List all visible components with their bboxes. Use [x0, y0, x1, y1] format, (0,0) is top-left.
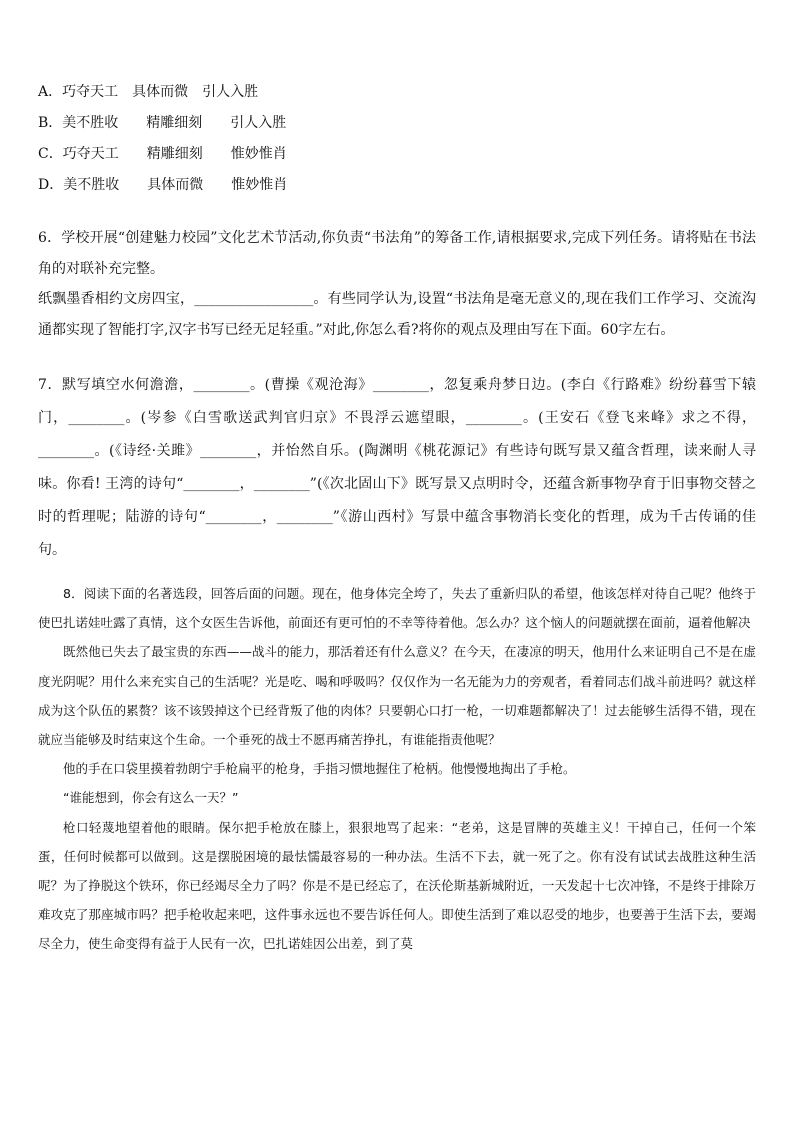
option-b: B．美不胜收 精雕细刻 引人入胜 [38, 115, 287, 131]
option-d: D．美不胜收 具体而微 惟妙惟肖 [38, 177, 288, 193]
passage-paragraph: 他的手在口袋里摸着勃朗宁手枪扁平的枪身，手指习惯地握住了枪柄。他慢慢地掏出了手枪。 [63, 761, 576, 777]
question-7: 7．默写填空水何澹澹，________。(曹操《观沧海》________，忽复乘舟梦日边。(李白《行路难》纷纷暮雪下辕门，________。(岑参《白雪歌送武判官归京》不畏浮云遮望眼，________。(王安石《登飞来峰》求之不得，________。(《诗经·关雎》________，并怡然自乐。(陶渊明《桃花源记》有些诗句既写景又蕴含哲理，读来耐人寻味。你看! 王湾的诗句“________，________”(《次北固山下》既写景又点明时令，还蕴含新事物孕育于旧事物交替之时的哲理呢；陆游的诗句“________，________”《游山西村》写景中蕴含事物消长变化的哲理，成为千古传诵的佳句。 [38, 377, 756, 558]
passage-paragraph: 枪口轻蔑地望着他的眼睛。保尔把手枪放在膝上，狠狠地骂了起来：“老弟，这是冒牌的英雄主义！干掉自己，任何一个笨蛋，任何时候都可以做到。这是摆脱困境的最怯懦最容易的一种办法。生活不下去，就一死了之。你有没有试试去战胜这种生活呢？为了挣脱这个铁环，你已经竭尽全力了吗？你是不是已经忘了，在沃伦斯基新城附近，一天发起十七次冲锋，不是终于排除万难攻克了那座城市吗？把手枪收起来吧，这件事永远也不要告诉任何人。即使生活到了难以忍受的地步，也要善于生活下去，要竭尽全力，使生命变得有益于人民有一次，巴扎诺娃因公出差，到了莫 [38, 819, 756, 952]
question-6-prompt: 6．学校开展“创建魅力校园”文化艺术节活动,你负责“书法角”的筹备工作,请根据要求,完成下列任务。请将贴在书法角的对联补充完整。 [38, 230, 756, 277]
question-6-task: 纸飘墨香相约文房四宝，_________________。有些同学认为,设置“书法角是毫无意义的,现在我们工作学习、交流沟通都实现了智能打字,汉字书写已经无足轻重。”对此,你怎么看?将你的观点及理由写在下面。60字左右。 [38, 291, 756, 338]
option-a: A．巧夺天工 具体而微 引人入胜 [38, 84, 259, 100]
question-8-intro: 8．阅读下面的名著选段，回答后面的问题。现在，他身体完全垮了，失去了重新归队的希望，他该怎样对待自己呢？他终于使巴扎诺娃吐露了真情，这个女医生告诉他，前面还有更可怕的不幸等待着他。怎么办？这个恼人的问题就摆在面前，逼着他解决 [38, 586, 756, 631]
option-c: C．巧夺天工 精雕细刻 惟妙惟肖 [38, 146, 287, 162]
passage-paragraph: 既然他已失去了最宝贵的东西——战斗的能力，那活着还有什么意义？在今天，在凄凉的明天，他用什么来证明自己不是在虚度光阴呢？用什么来充实自己的生活呢？光是吃、喝和呼吸吗？仅仅作为一名无能为力的旁观者，看着同志们战斗前进吗？就这样成为这个队伍的累赘？该不该毁掉这个已经背叛了他的肉体？只要朝心口打一枪，一切难题都解决了！过去能够生活得不错，现在就应当能够及时结束这个生命。一个垂死的战士不愿再痛苦挣扎，有谁能指责他呢？ [38, 644, 756, 748]
question-8 [38, 579, 756, 959]
passage-paragraph: “谁能想到，你会有这么一天？” [63, 790, 239, 806]
